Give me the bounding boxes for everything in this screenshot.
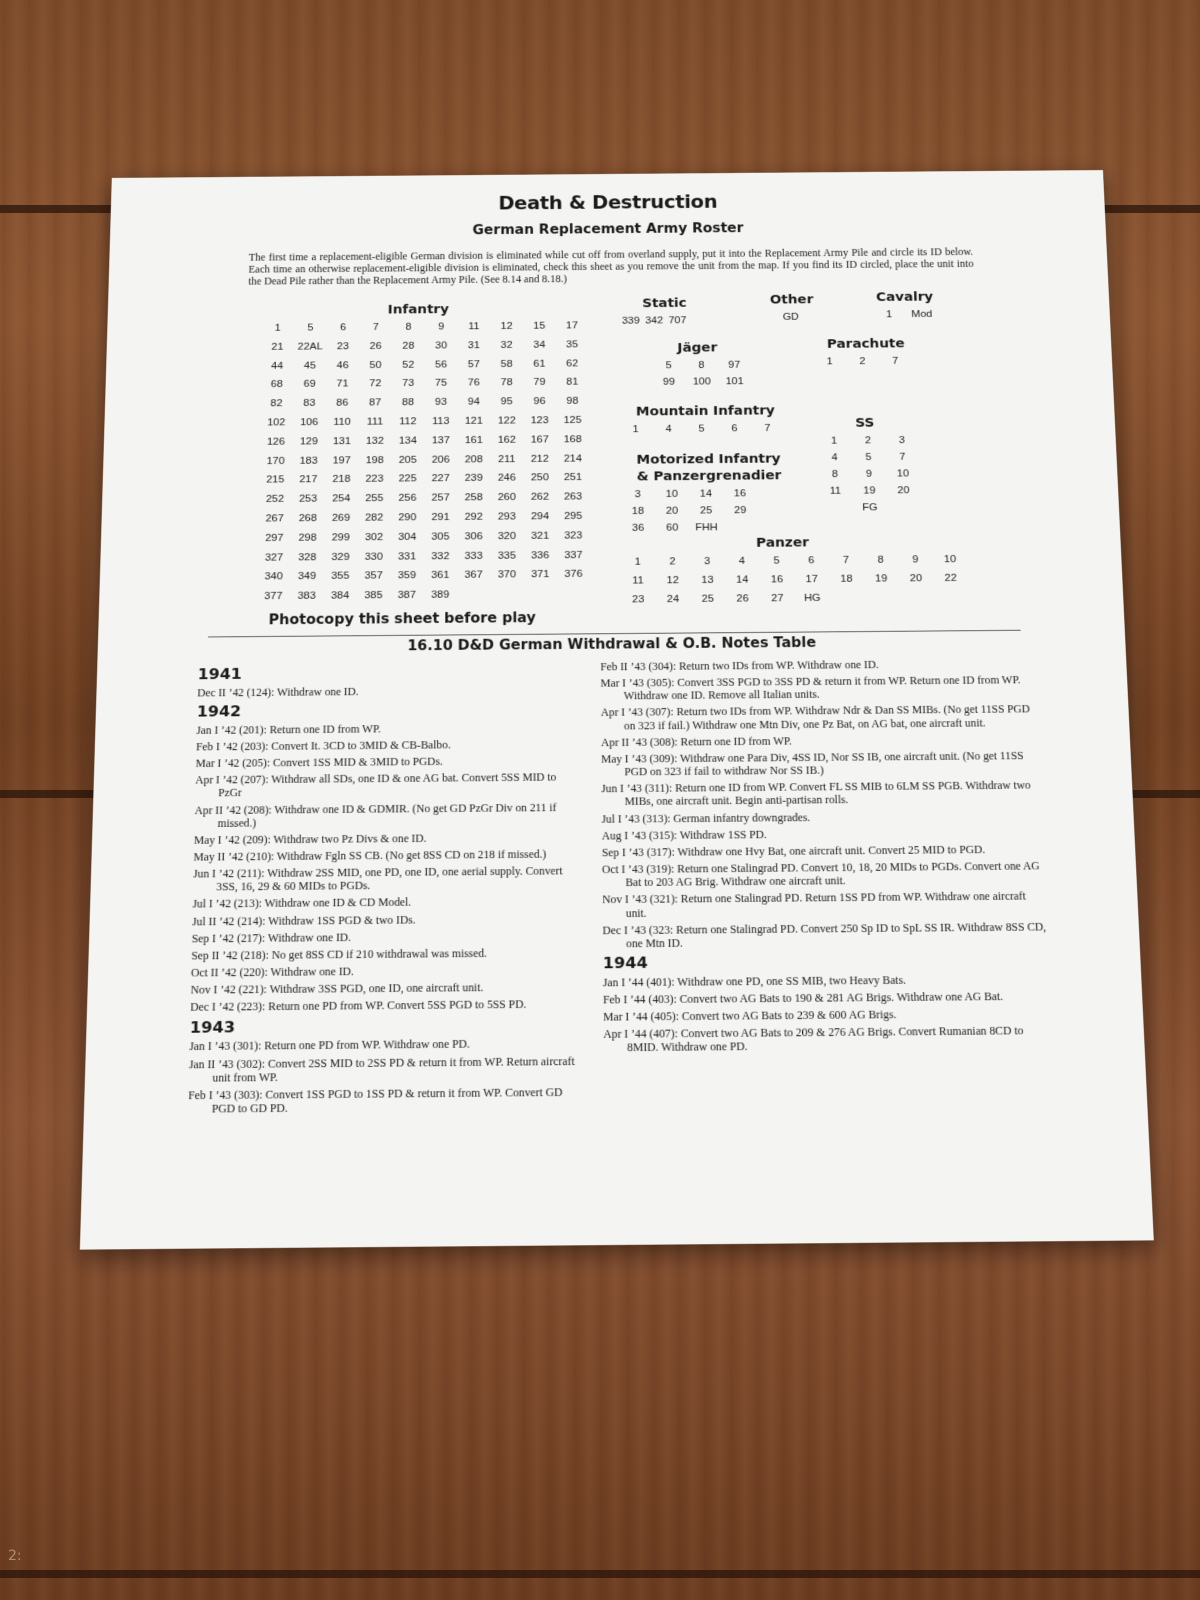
unit-id: 183 [299,455,318,467]
turn-entry: Jan I ’44 (401): Withdraw one PD, one SS MIB, two Heavy Bats. [602,973,907,989]
unit-id: 25 [701,593,715,605]
turn-entry: May I ’43 (309): Withdraw one Para Div, 4SS ID, Nor SS IB, one aircraft unit. (No get 11SS PGD on 323 if fail to withdraw Nor SS IB.) [601,749,1024,779]
unit-id: 22AL [297,341,323,352]
mountain-heading: Mountain Infantry [635,403,775,419]
unit-id: 389 [430,589,450,601]
turn-entry: Oct I ’43 (319): Return one Stalingrad PD. Convert 10, 18, 20 MIDs to PGDs. Convert one AG Bat to 203 AG Brig. Withdraw one aircraft unit. [601,859,1040,890]
unit-id: 162 [497,434,516,446]
cavalry-grid [873,309,939,325]
unit-id: 68 [270,379,283,391]
turn-entry: Aug I ’43 (315): Withdraw 1SS PD. [601,827,767,843]
year-heading: 1944 [602,953,648,973]
unit-id: 263 [563,491,583,503]
cavalry-heading: Cavalry [875,290,934,305]
unit-id: 95 [500,396,513,408]
unit-id: 10 [665,488,678,500]
unit-id: 99 [662,376,675,388]
unit-id: 212 [530,453,549,465]
unit-id: 331 [397,550,417,562]
unit-id: 320 [497,530,516,542]
turn-entry: Apr II ’43 (308): Return one ID from WP. [600,734,792,749]
unit-id: 19 [863,485,876,497]
notes-table-title: 16.10 D&D German Withdrawal & O.B. Notes Table [407,634,817,654]
unit-id: 60 [666,522,679,534]
turn-entry: Jul I ’42 (213): Withdraw one ID & CD Model. [192,895,412,911]
turn-entry: May I ’42 (209): Withdraw two Pz Divs & one ID. [193,831,427,847]
unit-id: 10 [943,554,957,565]
unit-id: 6 [808,555,815,567]
unit-id: 32 [500,339,513,351]
unit-id: 17 [565,320,578,332]
unit-id: 16 [733,488,747,500]
unit-id: 8 [698,360,705,371]
parachute-grid [813,356,912,372]
unit-id: 58 [500,358,513,370]
unit-id: 8 [405,321,412,333]
unit-id: 349 [297,571,317,583]
unit-id: 223 [365,473,384,485]
turn-entry: Feb I ’42 (203): Convert It. 3CD to 3MID & CB-Balbo. [195,738,451,754]
unit-id: 121 [464,415,483,427]
unit-id: 168 [563,434,582,445]
turn-entry: Apr I ’43 (307): Return two IDs from WP. Withdraw Ndr & Dan SS MIBs. (No get 11SS PGD on 323 if fail.) Withdraw one Mtn Div, one Pz Bat, on AG bat, one aircraft unit. [600,702,1031,732]
other-heading: Other [769,292,814,307]
unit-id: 371 [531,569,550,581]
turn-entry: Jan I ’43 (301): Return one PD from WP. Withdraw one PD. [189,1037,470,1054]
unit-id: 137 [431,435,450,446]
unit-id: 87 [369,397,382,409]
jager-heading: Jäger [677,341,718,356]
unit-id: 5 [865,452,872,463]
turn-entry: Apr I ’44 (407): Convert two AG Bats to 209 & 276 AG Brigs. Convert Rumanian 8CD to 8MID. Withdraw one PD. [603,1023,1024,1055]
unit-id: 6 [731,423,738,434]
unit-id: 225 [398,473,417,485]
page-title: Death & Destruction [498,191,718,214]
unit-id: 215 [266,474,285,486]
unit-id: 15 [533,320,546,332]
unit-id: 383 [297,590,316,602]
unit-id: 35 [566,339,579,350]
unit-id: 342 [645,315,664,327]
unit-id: 5 [698,423,705,435]
unit-id: 36 [632,522,645,534]
unit-id: 1 [632,424,639,435]
unit-id: 336 [530,549,550,561]
unit-id: 20 [909,573,923,584]
unit-id: 293 [497,511,516,523]
unit-id: 94 [467,396,480,408]
unit-id: 18 [631,505,645,517]
unit-id: 72 [369,378,382,390]
unit-id: 251 [563,472,583,484]
unit-id: 298 [298,532,317,544]
turn-entry: Jun I ’42 (211): Withdraw 2SS MID, one PD, one ID, one aerial supply. Convert 3SS, 16, 29 & 60 MIDs to PGDs. [193,864,563,894]
unit-id: 269 [331,512,351,524]
unit-id: 2 [859,356,866,367]
unit-id: FG [862,502,878,514]
unit-id: 377 [264,591,283,602]
unit-id: 96 [533,396,546,407]
table-seam [0,1570,1200,1578]
unit-id: 71 [336,378,349,390]
unit-id: 50 [369,359,382,371]
unit-id: 367 [464,569,483,581]
unit-id: 112 [399,416,417,427]
unit-id: 78 [500,377,513,389]
unit-id: 1 [886,309,893,320]
unit-id: 75 [434,378,448,389]
unit-id: 97 [728,359,741,371]
unit-id: 110 [333,416,351,428]
unit-id: 332 [431,550,450,562]
unit-id: 73 [402,378,415,389]
unit-id: 81 [566,377,579,388]
unit-id: 82 [270,398,283,409]
unit-id: 101 [725,376,744,387]
unit-id: 255 [365,493,384,504]
unit-id: 292 [464,511,483,523]
unit-id: 123 [530,415,549,426]
unit-id: 267 [265,513,284,525]
unit-id: Mod [911,309,933,320]
parachute-heading: Parachute [826,336,905,352]
unit-id: 9 [912,554,919,566]
turn-entry: Sep I ’43 (317): Withdraw one Hvy Bat, one aircraft unit. Convert 25 MID to PGD. [601,842,986,859]
unit-id: 387 [397,589,416,601]
jager-grid [652,360,751,394]
turn-entry: Jan I ’42 (201): Return one ID from WP. [196,722,381,737]
notes-right-column [600,657,1052,1059]
unit-id: 12 [666,575,679,586]
unit-id: 290 [398,512,417,524]
turn-entry: Sep II ’42 (218): No get 8SS CD if 210 withdrawal was missed. [191,946,487,963]
unit-id: 305 [431,531,450,543]
turn-entry: May II ’42 (210): Withdraw Fgln SS CB. (No get 8SS CD on 218 if missed.) [193,847,547,864]
photocopy-note: Photocopy this sheet before play [268,609,536,628]
unit-id: 359 [397,570,417,582]
panzer-heading: Panzer [755,535,810,551]
unit-id: 1 [830,435,838,447]
unit-id: 122 [497,415,516,427]
unit-id: 6 [340,322,347,333]
unit-id: 111 [366,416,384,428]
turn-entry: Mar I ’44 (405): Convert two AG Bats to 239 & 600 AG Brigs. [603,1007,897,1024]
turn-entry: Apr II ’42 (208): Withdraw one ID & GDMIR. (No get GD PzGr Div on 211 if missed.) [194,800,557,830]
unit-id: 206 [431,454,450,465]
unit-id: 384 [330,590,350,602]
unit-id: 361 [431,570,450,582]
unit-id: 13 [701,574,714,586]
unit-id: 330 [364,551,383,563]
unit-id: 3 [704,556,711,567]
unit-id: 22 [944,572,958,584]
unit-id: 254 [332,493,351,505]
intro-paragraph: The first time a replacement-eligible German division is eliminated while cut off from overland supply, put it into the Replacement Army Pile and circle its ID below. Each time an otherwise replacement-eligible division is eliminated, check this sheet as you remove the unit from the map. If you find its ID circled, place the unit into the Dead Pile rather than the Replacement Army Pile. (See 8.14 and 8.18.) [248,247,974,287]
unit-id: 7 [372,322,379,333]
unit-id: 239 [464,473,483,484]
unit-id: 27 [771,593,784,604]
motorized-grid [621,488,758,540]
unit-id: 61 [533,358,546,369]
unit-id: 253 [298,493,318,505]
unit-id: 170 [266,455,285,467]
unit-id: 26 [369,340,382,352]
unit-id: 376 [564,569,583,580]
unit-id: 260 [497,492,516,503]
unit-id: 4 [831,452,838,463]
mountain-grid [619,423,784,440]
unit-id: 7 [842,554,850,566]
ss-heading: SS [855,416,875,431]
unit-id: 4 [738,555,746,567]
unit-id: 44 [271,360,284,372]
static-grid [619,315,689,331]
unit-id: 5 [307,322,314,334]
unit-id: 88 [402,397,415,408]
unit-id: 7 [899,451,906,463]
turn-entry: Feb I ’43 (303): Convert 1SS PGD to 1SS PD & return it from WP. Convert GD PGD to GD PD. [188,1085,563,1116]
unit-id: 370 [497,569,516,581]
unit-id: 268 [298,513,317,524]
unit-id: 329 [331,551,350,563]
motorized-heading-line1: Motorized Infantry [636,451,781,468]
unit-id: 256 [398,492,417,504]
turn-entry: Jun I ’43 (311): Return one ID from WP. Convert FL SS MIB to 6LM SS PGB. Withdraw two MIBs, one aircraft unit. Begin anti-partisan rolls. [601,778,1031,809]
unit-id: 214 [563,453,582,464]
unit-id: 3 [898,435,906,446]
unit-id: 197 [332,455,351,466]
unit-id: 24 [666,593,680,605]
unit-id: 79 [533,377,546,388]
unit-id: 62 [566,358,579,369]
unit-id: 20 [665,505,679,517]
unit-id: 9 [865,468,873,480]
unit-id: 106 [300,417,319,428]
unit-id: 335 [497,550,516,562]
unit-id: 5 [773,555,780,567]
unit-id: 257 [431,492,450,504]
unit-id: 23 [632,594,645,606]
unit-id: 339 [621,315,640,327]
unit-id: 11 [829,485,842,497]
notes-left-column [188,661,584,1120]
unit-id: 291 [431,511,450,523]
static-heading: Static [642,296,687,311]
unit-id: 129 [299,436,318,447]
infantry-grid [256,320,590,610]
page-subtitle: German Replacement Army Roster [472,220,744,238]
unit-id [887,502,922,519]
unit-id: 11 [468,321,480,332]
unit-id: 134 [398,435,417,447]
unit-id: 31 [467,340,480,351]
unit-id: 102 [267,417,286,429]
unit-id: 306 [464,531,483,542]
unit-id: 132 [365,435,384,447]
unit-id: 21 [271,341,284,353]
turn-entry: Sep I ’42 (217): Withdraw one ID. [191,930,352,946]
unit-id: 28 [402,340,415,352]
unit-id: 211 [498,453,516,465]
unit-id: 20 [897,485,910,496]
unit-id: 46 [336,360,349,371]
unit-id: 17 [805,573,818,585]
unit-id: 83 [303,398,316,409]
unit-id: 333 [464,550,483,562]
unit-id: 100 [692,376,711,388]
unit-id: 262 [530,491,550,503]
unit-id: 707 [668,315,687,326]
unit-id: 357 [364,570,383,582]
unit-id: 113 [432,416,450,427]
unit-id: 282 [364,512,384,524]
turn-entry: Dec I ’42 (223): Return one PD from WP. Convert 5SS PGD to 5SS PD. [190,997,527,1015]
unit-id: 23 [336,341,349,352]
turn-entry: Oct II ’42 (220): Withdraw one ID. [190,964,354,980]
unit-id: 2 [864,435,872,447]
unit-id: 337 [564,549,583,561]
panzer-grid [620,554,969,613]
other-grid [778,312,804,328]
unit-id: 29 [734,505,747,516]
unit-id: 4 [665,423,672,435]
unit-id: 323 [564,530,583,542]
unit-id: 12 [500,321,513,332]
turn-entry: Feb I ’44 (403): Convert two AG Bats to 190 & 281 AG Brigs. Withdraw one AG Bat. [602,989,1004,1007]
unit-id: 26 [736,593,749,605]
unit-id: 7 [764,423,771,434]
unit-id: 208 [464,454,483,465]
unit-id: 98 [566,396,579,407]
unit-id: 8 [877,554,884,566]
unit-id: 294 [530,511,550,522]
unit-id: 45 [303,360,317,371]
unit-id: 131 [332,435,351,447]
motorized-heading-line2: & Panzergrenadier [636,468,782,484]
unit-id: 52 [402,359,415,371]
unit-id: 304 [398,531,417,543]
unit-id: 1 [274,322,281,334]
unit-id: 25 [700,505,713,517]
turn-entry: Nov I ’42 (221): Withdraw 3SS PGD, one ID, one aircraft unit. [190,980,484,997]
unit-id: 11 [632,575,644,587]
unit-id: 1 [826,356,833,367]
unit-id: 250 [530,472,549,484]
infantry-heading: Infantry [387,302,449,317]
unit-id: 302 [364,531,384,543]
unit-id: 321 [530,530,550,542]
turn-entry: Apr I ’42 (207): Withdraw all SDs, one ID & one AG bat. Convert 5SS MID to PzGr [195,770,557,800]
unit-id: HG [803,592,821,604]
unit-id: 218 [332,474,351,485]
ss-grid [817,435,921,520]
unit-id: 126 [266,436,286,448]
unit-id [723,522,757,539]
unit-id: GD [782,311,799,323]
unit-id: 14 [736,574,749,586]
unit-id: 297 [265,532,284,544]
unit-id: 86 [336,397,349,409]
turn-entry: Mar I ’42 (205): Convert 1SS MID & 3MID to PGDs. [195,754,443,770]
unit-id: 167 [530,434,549,446]
unit-id: 56 [435,359,448,370]
unit-id: 3 [634,489,641,500]
unit-id: 18 [840,573,853,585]
unit-id: 93 [434,397,447,408]
unit-id: 34 [533,339,546,351]
turn-entry: Dec II ’42 (124): Withdraw one ID. [197,684,359,700]
unit-id: 355 [331,570,350,582]
unit-id [819,503,854,520]
unit-id: 217 [299,474,318,486]
unit-id: 198 [365,454,384,466]
unit-id: 299 [331,532,350,543]
unit-id: 227 [431,473,450,485]
turn-entry: Nov I ’43 (321): Return one Stalingrad PD. Return 1SS PD from WP. Withdraw one aircraft unit. [602,889,1027,920]
unit-id: 14 [699,488,713,500]
roster-sheet [80,170,1154,1250]
unit-id: 69 [303,379,316,390]
unit-id: 328 [298,551,317,563]
unit-id: 295 [564,510,583,522]
turn-entry: Jul II ’42 (214): Withdraw 1SS PGD & two IDs. [192,912,416,928]
unit-id: 5 [665,360,672,371]
unit-id: 30 [435,340,448,351]
unit-id: 385 [364,590,383,602]
year-heading: 1943 [189,1017,236,1037]
unit-id: 7 [892,355,899,367]
unit-id: 161 [464,434,483,446]
unit-id: 340 [264,571,283,583]
unit-id: 57 [467,358,480,370]
unit-id: 8 [831,469,839,480]
table-mark: 2: [8,1548,22,1564]
unit-id: 1 [634,556,641,568]
unit-id: 16 [770,574,784,586]
unit-id: 10 [896,468,910,480]
unit-id: 205 [398,454,417,466]
unit-id: 246 [497,472,516,484]
unit-id: FHH [695,522,718,534]
turn-entry: Dec I ’43 (323: Return one Stalingrad PD. Convert 250 Sp ID to SpL SS IR. Withdraw 8SS CD, one Mtn ID. [602,919,1047,950]
unit-id: 2 [669,556,676,568]
turn-entry: Jul I ’43 (313): German infantry downgrades. [601,810,811,826]
turn-entry: Mar I ’43 (305): Convert 3SS PGD to 3SS PD & return it from WP. Return one ID from WP. Withdraw one ID. Remove all Italian units. [600,673,1021,703]
unit-id: 19 [875,573,888,585]
turn-entry: Feb II ’43 (304): Return two IDs from WP. Withdraw one ID. [600,658,879,674]
year-heading: 1941 [197,665,242,683]
unit-id: 252 [265,494,285,505]
unit-id: 327 [264,552,284,563]
unit-id: 76 [467,377,480,389]
unit-id: 9 [438,321,445,333]
unit-id: 258 [464,492,483,504]
unit-id: 125 [563,415,582,426]
turn-entry: Jan II ’43 (302): Convert 2SS MID to 2SS PD & return it from WP. Return aircraft unit from WP. [188,1053,575,1085]
year-heading: 1942 [196,702,242,721]
